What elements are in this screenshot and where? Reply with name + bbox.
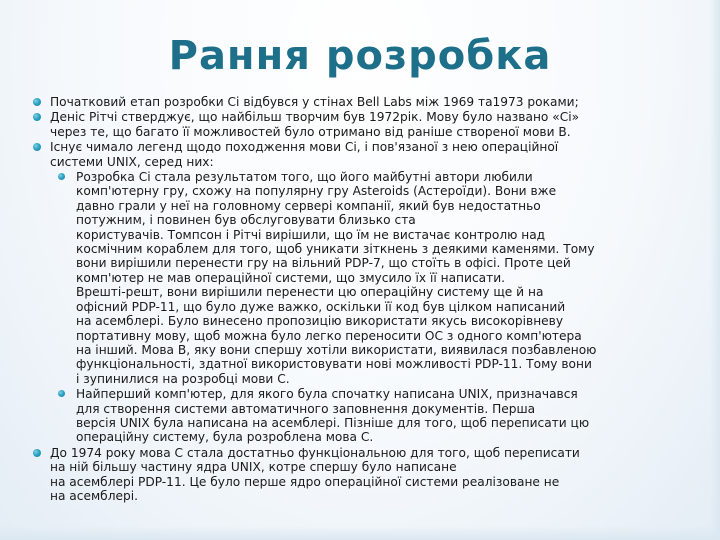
bullet-icon <box>58 390 65 397</box>
bullet-item-4 <box>32 446 698 504</box>
bullet-text: До 1974 року мова C стала достатньо функціональною для того, щоб переписати на ній більшу частину ядра UNIX, котре спершу було написане на асемблері PDP-11. Це було перше ядро операційної системи реалізоване не на асемблері. <box>50 445 580 503</box>
bullet-icon <box>33 449 41 457</box>
slide-title: Рання розробка <box>168 33 552 79</box>
bullet-icon <box>33 143 41 151</box>
bullet-text: Розробка Сі стала результатом того, що його майбутні автори любили комп'ютерну гру, схожу на популярну гру Asteroids (Астероїди). Вони вже давно грали у неї на головному сервері компанії, який був недостатньо потужним, і повинен був обслуговувати близько ста користувачів. Томпсон і Рітчі вирішили, що їм не вистачає контролю над космічним кораблем для того, щоб уникати зіткнень з деякими каменями. Тому вони вирішили перенести гру на вільний PDP-7, що стоїть в офісі. Проте цей комп'ютер не мав операційної системи, що змусило їх її написати. Врешті-решт, вони вирішили перенести цю операційну систему ще й на офісний PDP-11, що було дуже важко, оскільки її код був цілком написаний на асемблері. Було винесено пропозицію використати якусь високорівневу портативну мову, щоб можна було легко переносити ОС з одного комп'ютера на інший. Мова B, яку вони спершу хотіли використати, виявилася позбавленою функціональності, здатної використовувати нові можливості PDP-11. Тому вони і зупинилися на розробці мови C. <box>76 170 597 386</box>
slide-bottom-edge <box>0 526 720 540</box>
bullet-icon <box>58 173 65 180</box>
slide-right-edge <box>710 0 720 540</box>
bullet-text: Найперший комп'ютер, для якого була спочатку написана UNIX, призначався для створення системи автоматичного заповнення документів. Перша версія UNIX була написана на асемблері. Пізніше для того, щоб переписати цю операційну систему, була розроблена мова C. <box>76 387 590 445</box>
bullet-item-3 <box>32 140 698 169</box>
bullet-icon <box>33 98 41 106</box>
bullet-list <box>32 95 698 504</box>
bullet-text: Існує чимало легенд щодо походження мови Сі, і пов'язаної з нею операційної системи UNIX, серед них: <box>50 140 559 169</box>
bullet-text: Початковий етап розробки Сі відбувся у стінах Bell Labs між 1969 та1973 роками; <box>50 95 579 109</box>
bullet-item-1 <box>32 95 698 109</box>
sub-bullet-item-1 <box>58 170 698 386</box>
sub-bullet-item-2 <box>58 387 698 445</box>
bullet-item-2 <box>32 110 698 139</box>
bullet-text: Деніс Рітчі стверджує, що найбільш творчим був 1972рік. Мову було названо «Сі» через те, що багато її можливостей було отримано від раніше створеної мови B. <box>50 110 580 139</box>
bullet-icon <box>33 113 41 121</box>
